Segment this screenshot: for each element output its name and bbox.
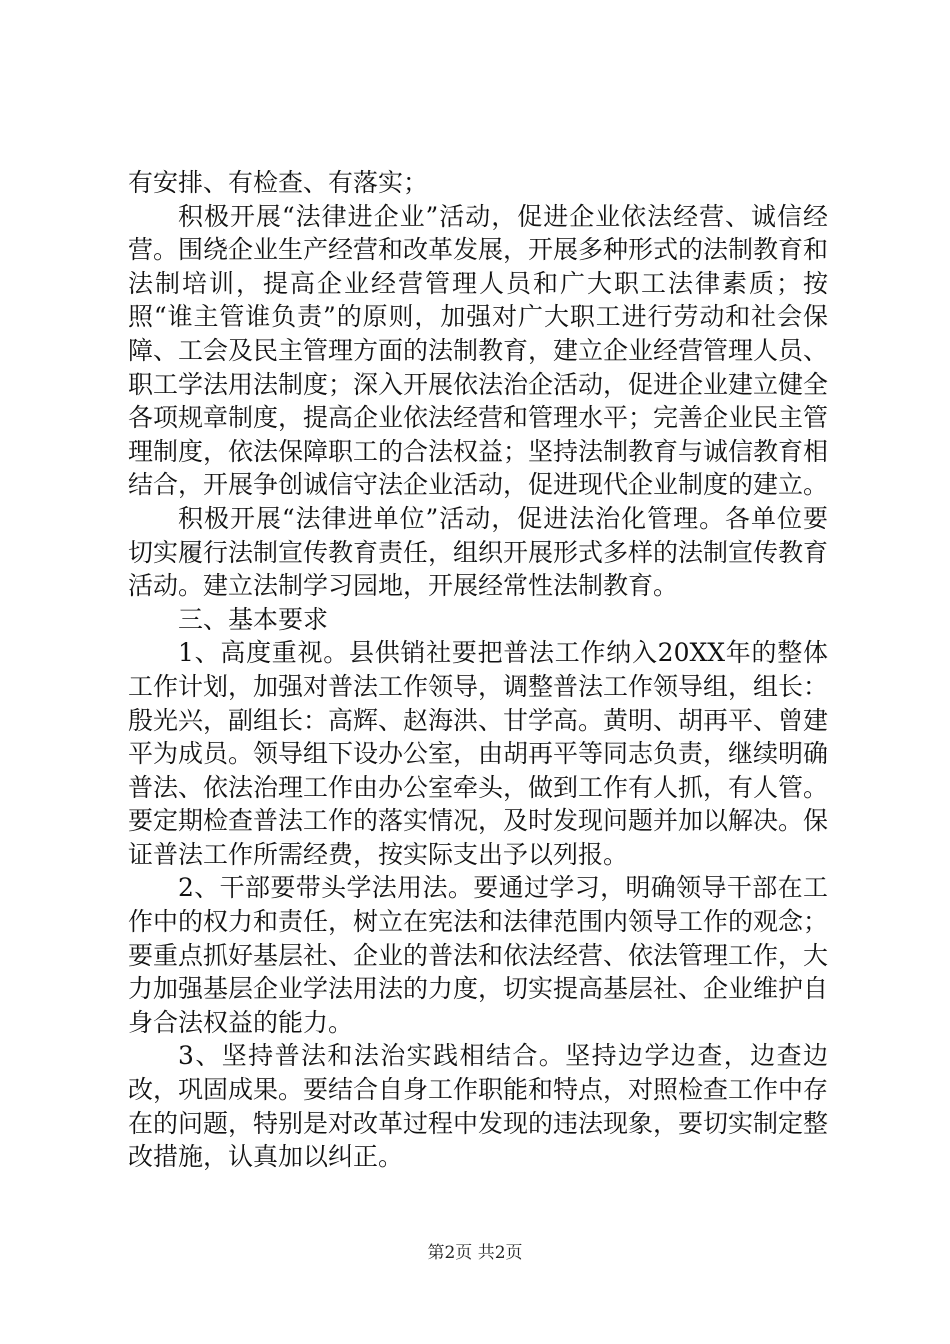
- section-heading-basic-requirements: 三、基本要求: [178, 604, 329, 634]
- paragraph-continuation: 有安排、有检查、有落实；: [128, 168, 429, 197]
- document-body: [128, 166, 828, 1174]
- paragraph-law-into-unit: 积极开展“法律进单位”活动，促进法治化管理。各单位要切实履行法制宣传教育责任，组织开展形式多样的法制宣传教育活动。建立法制学习园地，开展经常性法制教育。: [128, 503, 829, 601]
- page-footer: [0, 1242, 950, 1264]
- paragraph-item-3: 3、坚持普法和法治实践相结合。坚持边学边查，边查边改，巩固成果。要结合自身工作职能和特点，对照检查工作中存在的问题，特别是对改革过程中发现的违法现象，要切实制定整改措施，认真加以纠正。: [128, 1041, 829, 1172]
- paragraph-item-2: 2、干部要带头学法用法。要通过学习，明确领导干部在工作中的权力和责任，树立在宪法和法律范围内领导工作的观念；要重点抓好基层社、企业的普法和依法经营、依法管理工作，大力加强基层企业学法用法的力度，切实提高基层社、企业维护自身合法权益的能力。: [128, 873, 829, 1037]
- paragraph-item-1: 1、高度重视。县供销社要把普法工作纳入20XX年的整体工作计划，加强对普法工作领导，调整普法工作领导组，组长：殷光兴，副组长：高辉、赵海洪、甘学高。黄明、胡再平、曾建平为成员。领导组下设办公室，由胡再平等同志负责，继续明确普法、依法治理工作由办公室牵头，做到工作有人抓，有人管。要定期检查普法工作的落实情况，及时发现问题并加以解决。保证普法工作所需经费，按实际支出予以列报。: [128, 638, 829, 869]
- page-number-label: 第2页 共2页: [427, 1243, 523, 1263]
- paragraph-law-into-enterprise: 积极开展“法律进企业”活动，促进企业依法经营、诚信经营。围绕企业生产经营和改革发展，开展多种形式的法制教育和法制培训，提高企业经营管理人员和广大职工法律素质；按照“谁主管谁负责”的原则，加强对广大职工进行劳动和社会保障、工会及民主管理方面的法制教育，建立企业经营管理人员、职工学法用法制度；深入开展依法治企活动，促进企业建立健全各项规章制度，提高企业依法经营和管理水平；完善企业民主管理制度，依法保障职工的合法权益；坚持法制教育与诚信教育相结合，开展争创诚信守法企业活动，促进现代企业制度的建立。: [128, 201, 829, 500]
